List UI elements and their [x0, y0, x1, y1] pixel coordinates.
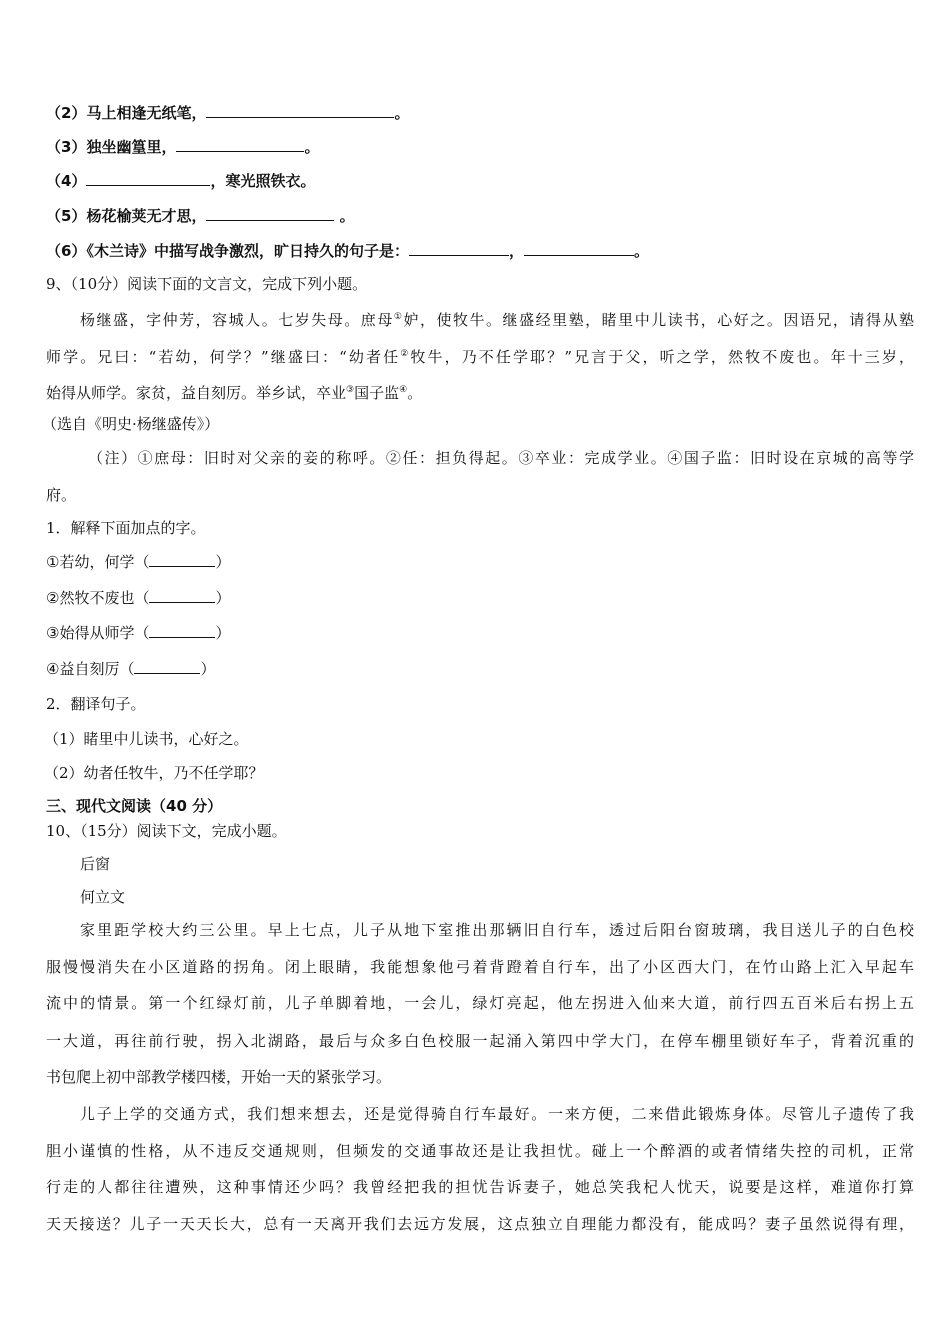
- article-author: 何立文: [80, 888, 126, 906]
- item-text: 若幼，何学（: [59, 553, 150, 571]
- q9-sub1-item-1: [46, 552, 914, 572]
- q9-sub1-item-2: [46, 588, 914, 608]
- q9-header: 9、（10分）阅读下面的文言文，完成下列小题。: [46, 275, 368, 293]
- q10-header: 10、（15分）阅读下文，完成小题。: [46, 822, 287, 840]
- article-para2-line-4: 天天接送？儿子一天天长大，总有一天离开我们去远方发展，这点独立自理能力都没有，能成吗？妻子虽然说得有理，: [46, 1215, 914, 1233]
- q9-sub1-item-4: [46, 659, 914, 679]
- poem-line: 马上相逢无纸笔，: [86, 104, 207, 122]
- q9-passage-line-3: [46, 380, 914, 403]
- question-number: （5）: [46, 207, 87, 225]
- answer-blank-1[interactable]: [409, 241, 509, 256]
- q9-sub1-item-3: [46, 623, 914, 643]
- fill-blank-q4: [46, 171, 914, 191]
- q9-sub2-item-2: （2）幼者任牧牛，乃不任学耶？: [44, 764, 264, 782]
- article-para2-line-1: 儿子上学的交通方式，我们想来想去，还是觉得骑自行车最好。一来方便，二来借此锻炼身体。尽管儿子遗传了我: [80, 1105, 914, 1123]
- poem-line: 独坐幽篁里，: [86, 138, 177, 156]
- article-title: 后窗: [80, 855, 111, 873]
- answer-blank[interactable]: [86, 171, 210, 186]
- answer-blank[interactable]: [206, 103, 394, 118]
- question-number: （2）: [46, 104, 87, 122]
- footnote-mark: ①: [393, 312, 404, 322]
- q9-annotation-line-2: 府。: [46, 486, 77, 504]
- punctuation: ）: [215, 624, 231, 642]
- fill-blank-q5: [46, 206, 914, 226]
- article-para1-line-2: 服慢慢消失在小区道路的拐角。闭上眼睛，我能想象他弓着背蹬着自行车，出了小区西大门，在竹山路上汇入早起车: [46, 958, 914, 976]
- question-number: （3）: [46, 138, 87, 156]
- question-number: （6）: [46, 242, 87, 260]
- item-marker: ②: [46, 589, 60, 607]
- punctuation: 。: [304, 138, 320, 156]
- fill-blank-q3: [46, 137, 914, 157]
- article-para1-line-1: 家里距学校大约三公里。早上七点，儿子从地下室推出那辆旧自行车，透过后阳台窗玻璃，我目送儿子的白色校: [80, 921, 914, 939]
- q9-sub1-title: 1．解释下面加点的字。: [46, 519, 206, 537]
- punctuation: ）: [200, 660, 216, 678]
- q9-passage-line-1: [80, 307, 914, 330]
- answer-blank[interactable]: [134, 659, 200, 674]
- punctuation: 。: [394, 104, 410, 122]
- punctuation: ）: [215, 553, 231, 571]
- article-para2-line-2: 胆小谨慎的性格，从不违反交通规则，但频发的交通事故还是让我担忧。碰上一个醉酒的或者情绪失控的司机，正常: [46, 1142, 914, 1160]
- q9-passage-line-2: [46, 344, 914, 367]
- item-text: 然牧不废也（: [59, 589, 150, 607]
- passage-text: 。: [407, 384, 423, 402]
- section-3-title: 三、现代文阅读（40 分）: [46, 797, 223, 815]
- article-para1-line-5: 书包爬上初中部教学楼四楼，开始一天的紧张学习。: [46, 1068, 392, 1086]
- item-marker: ④: [46, 660, 60, 678]
- item-text: 始得从师学（: [59, 624, 150, 642]
- question-text: 《木兰诗》中描写战争激烈，旷日持久的句子是：: [86, 242, 409, 260]
- answer-blank-2[interactable]: [524, 241, 634, 256]
- punctuation: ，: [508, 242, 524, 260]
- footnote-mark: ④: [399, 385, 408, 395]
- poem-line: ，寒光照铁衣。: [210, 172, 316, 190]
- answer-blank[interactable]: [176, 137, 304, 152]
- item-marker: ③: [46, 624, 60, 642]
- q9-source: （选自《明史·杨继盛传》）: [42, 415, 220, 433]
- answer-blank[interactable]: [206, 206, 334, 221]
- q9-annotation-line-1: （注）①庶母：旧时对父亲的妾的称呼。②任：担负得起。③卒业：完成学业。④国子监：旧时设在京城的高等学: [88, 449, 914, 467]
- punctuation: 。: [633, 242, 649, 260]
- poem-line: 杨花榆荚无才思，: [86, 207, 207, 225]
- answer-blank[interactable]: [149, 623, 215, 638]
- fill-blank-q6: [46, 241, 914, 261]
- passage-text: 杨继盛，字仲芳，容城人。七岁失母。庶母: [80, 311, 394, 329]
- article-para2-line-3: 行走的人都往往遭殃，这种事情还少吗？我曾经把我的担忧告诉妻子，她总笑我杞人忧天，说要是这样，难道你打算: [46, 1178, 914, 1196]
- article-para1-line-4: 一大道，再往前行驶，拐入北湖路，最后与众多白色校服一起涌入第四中学大门，在停车棚里锁好车子，背着沉重的: [46, 1032, 914, 1050]
- punctuation: 。: [334, 207, 355, 225]
- footnote-mark: ②: [400, 349, 411, 359]
- question-number: （4）: [46, 172, 87, 190]
- item-text: 益自刻厉（: [59, 660, 135, 678]
- answer-blank[interactable]: [149, 588, 215, 603]
- passage-text: 国子监: [354, 384, 400, 402]
- passage-text: 牧牛，乃不任学耶？”兄言于父，听之学，然牧不废也。年十三岁，: [410, 348, 914, 366]
- passage-text: 妒，使牧牛。继盛经里塾，睹里中儿读书，心好之。因语兄，请得从塾: [403, 311, 914, 329]
- article-para1-line-3: 流中的情景。第一个红绿灯前，儿子单脚着地，一会儿，绿灯亮起，他左拐进入仙来大道，前行四五百米后右拐上五: [46, 994, 914, 1012]
- q9-sub2-item-1: （1）睹里中儿读书，心好之。: [44, 730, 249, 748]
- answer-blank[interactable]: [149, 552, 215, 567]
- fill-blank-q2: [46, 103, 914, 123]
- passage-text: 师学。兄曰：“若幼，何学？”继盛曰：“幼者任: [46, 348, 401, 366]
- passage-text: 始得从师学。家贫，益自刻厉。举乡试，卒业: [46, 384, 347, 402]
- q9-sub2-title: 2．翻译句子。: [46, 695, 146, 713]
- punctuation: ）: [215, 589, 231, 607]
- footnote-mark: ③: [346, 385, 355, 395]
- item-marker: ①: [46, 553, 60, 571]
